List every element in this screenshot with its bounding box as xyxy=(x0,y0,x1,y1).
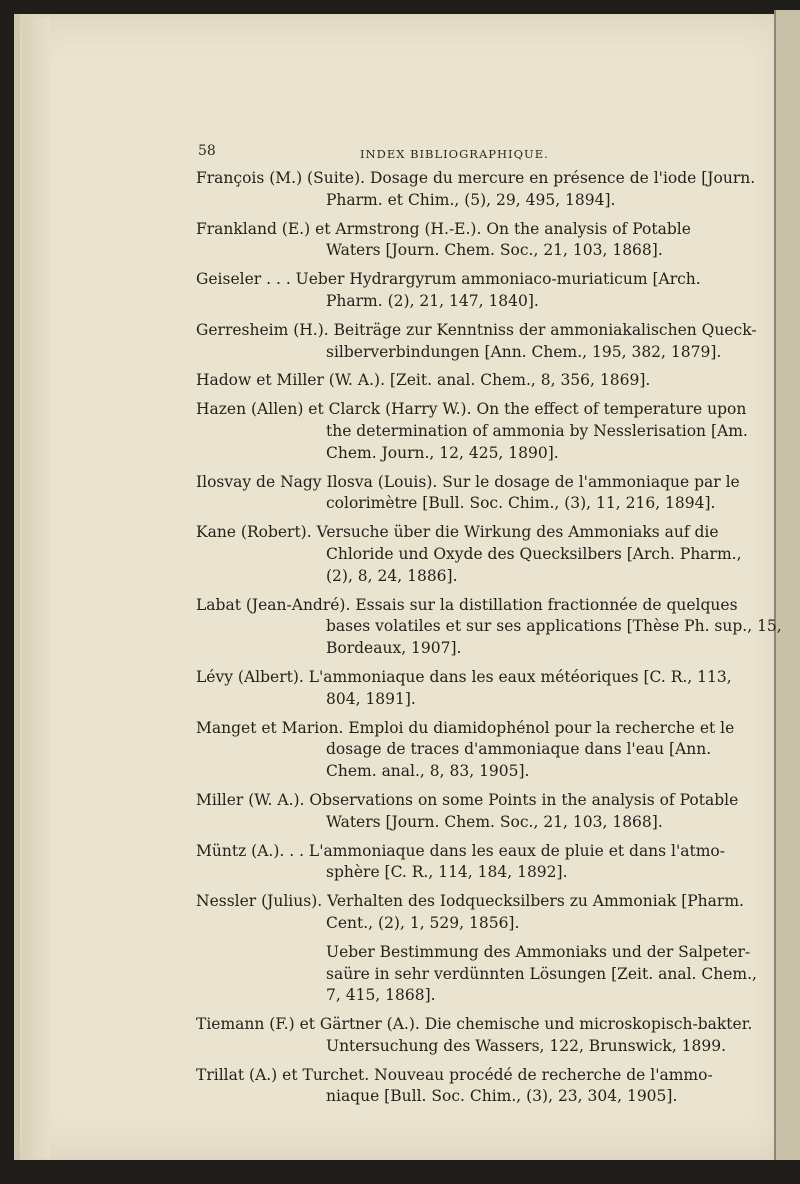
entry-line: 804, 1891]. xyxy=(326,689,416,708)
entry-line: the determination of ammonia by Nesslerisation [Am. xyxy=(326,421,748,440)
entry-line: bases volatiles et sur ses applications [Thèse Ph. sup., 15, xyxy=(326,617,782,636)
entry-muntz xyxy=(196,841,725,885)
binding-edge xyxy=(22,18,50,1158)
entry-line: Chem. anal., 8, 83, 1905]. xyxy=(326,762,530,781)
entry-labat xyxy=(196,595,782,660)
entry-line: Ueber Bestimmung des Ammoniaks und der Salpeter- xyxy=(326,942,751,961)
entry-line: 7, 415, 1868]. xyxy=(326,986,436,1005)
entry-tiemann xyxy=(196,1014,753,1058)
entry-gerresheim xyxy=(196,320,757,364)
entry-line: Waters [Journ. Chem. Soc., 21, 103, 1868]. xyxy=(326,812,663,831)
entry-frankland xyxy=(196,219,696,263)
entry-line: Hadow et Miller (W. A.). [Zeit. anal. Chem., 8, 356, 1869]. xyxy=(196,371,651,390)
entry-ilosvay xyxy=(196,472,740,516)
page-number: 58 xyxy=(198,143,216,159)
entry-hazen xyxy=(196,399,748,464)
entry-line: Cent., (2), 1, 529, 1856]. xyxy=(326,913,520,932)
entry-line: Müntz (A.). . . L'ammoniaque dans les eaux de pluie et dans l'atmo- xyxy=(196,841,725,860)
entry-francois xyxy=(196,168,756,212)
entry-line: Pharm. (2), 21, 147, 1840]. xyxy=(326,291,539,310)
entry-line: sphère [C. R., 114, 184, 1892]. xyxy=(326,863,568,882)
entry-line: (2), 8, 24, 1886]. xyxy=(326,566,458,585)
entry-line: niaque [Bull. Soc. Chim., (3), 23, 304, 1905]. xyxy=(326,1087,678,1106)
entry-line: Pharm. et Chim., (5), 29, 495, 1894]. xyxy=(326,190,616,209)
entry-line: Miller (W. A.). Observations on some Points in the analysis of Potable xyxy=(196,790,739,809)
entry-nessler-2 xyxy=(196,942,757,1007)
entry-geiseler xyxy=(196,269,701,313)
entry-kane xyxy=(196,522,742,587)
entry-line: silberverbindungen [Ann. Chem., 195, 382, 1879]. xyxy=(326,342,722,361)
entry-nessler-1 xyxy=(196,891,744,935)
entry-line: Tiemann (F.) et Gärtner (A.). Die chemische und microskopisch-bakter. xyxy=(196,1015,753,1034)
entry-trillat xyxy=(196,1065,713,1109)
entry-line: Trillat (A.) et Turchet. Nouveau procédé de recherche de l'ammo- xyxy=(196,1065,713,1084)
entry-line: Manget et Marion. Emploi du diamidophénol pour la recherche et le xyxy=(196,718,735,737)
entry-line: Hazen (Allen) et Clarck (Harry W.). On the effect of temperature upon xyxy=(196,400,747,419)
entry-line: Nessler (Julius). Verhalten des Iodquecksilbers zu Ammoniak [Pharm. xyxy=(196,892,744,911)
entry-line: Chloride und Oxyde des Quecksilbers [Arch. Pharm., xyxy=(326,544,742,563)
entry-line: Chem. Journ., 12, 425, 1890]. xyxy=(326,443,559,462)
entry-line: dosage de traces d'ammoniaque dans l'eau [Ann. xyxy=(326,740,712,759)
entry-hadow xyxy=(196,370,696,392)
entry-line: Waters [Journ. Chem. Soc., 21, 103, 1868]. xyxy=(326,241,663,260)
entry-line: Gerresheim (H.). Beiträge zur Kenntniss der ammoniakalischen Queck- xyxy=(196,320,757,339)
entry-line: colorimètre [Bull. Soc. Chim., (3), 11, 216, 1894]. xyxy=(326,494,716,513)
entry-line: Ilosvay de Nagy Ilosva (Louis). Sur le dosage de l'ammoniaque par le xyxy=(196,472,740,491)
entry-line: Labat (Jean-André). Essais sur la distillation fractionnée de quelques xyxy=(196,595,738,614)
entry-line: saüre in sehr verdünnten Lösungen [Zeit. anal. Chem., xyxy=(326,964,757,983)
entry-manget xyxy=(196,718,735,783)
entry-line: Lévy (Albert). L'ammoniaque dans les eaux météoriques [C. R., 113, xyxy=(196,667,732,686)
entry-miller xyxy=(196,790,739,834)
running-head: INDEX BIBLIOGRAPHIQUE. xyxy=(360,147,549,161)
entry-line: Geiseler . . . Ueber Hydrargyrum ammoniaco-muriaticum [Arch. xyxy=(196,270,701,289)
next-page-edge xyxy=(774,10,800,1160)
entry-line: Kane (Robert). Versuche über die Wirkung des Ammoniaks auf die xyxy=(196,523,719,542)
entry-line: Bordeaux, 1907]. xyxy=(326,639,462,658)
entry-line: Untersuchung des Wassers, 122, Brunswick, 1899. xyxy=(326,1036,727,1055)
entry-line: Frankland (E.) et Armstrong (H.-E.). On the analysis of Potable xyxy=(196,219,691,238)
entry-line: François (M.) (Suite). Dosage du mercure en présence de l'iode [Journ. xyxy=(196,169,756,187)
bibliography-list xyxy=(196,168,782,1115)
entry-levy xyxy=(196,667,732,711)
